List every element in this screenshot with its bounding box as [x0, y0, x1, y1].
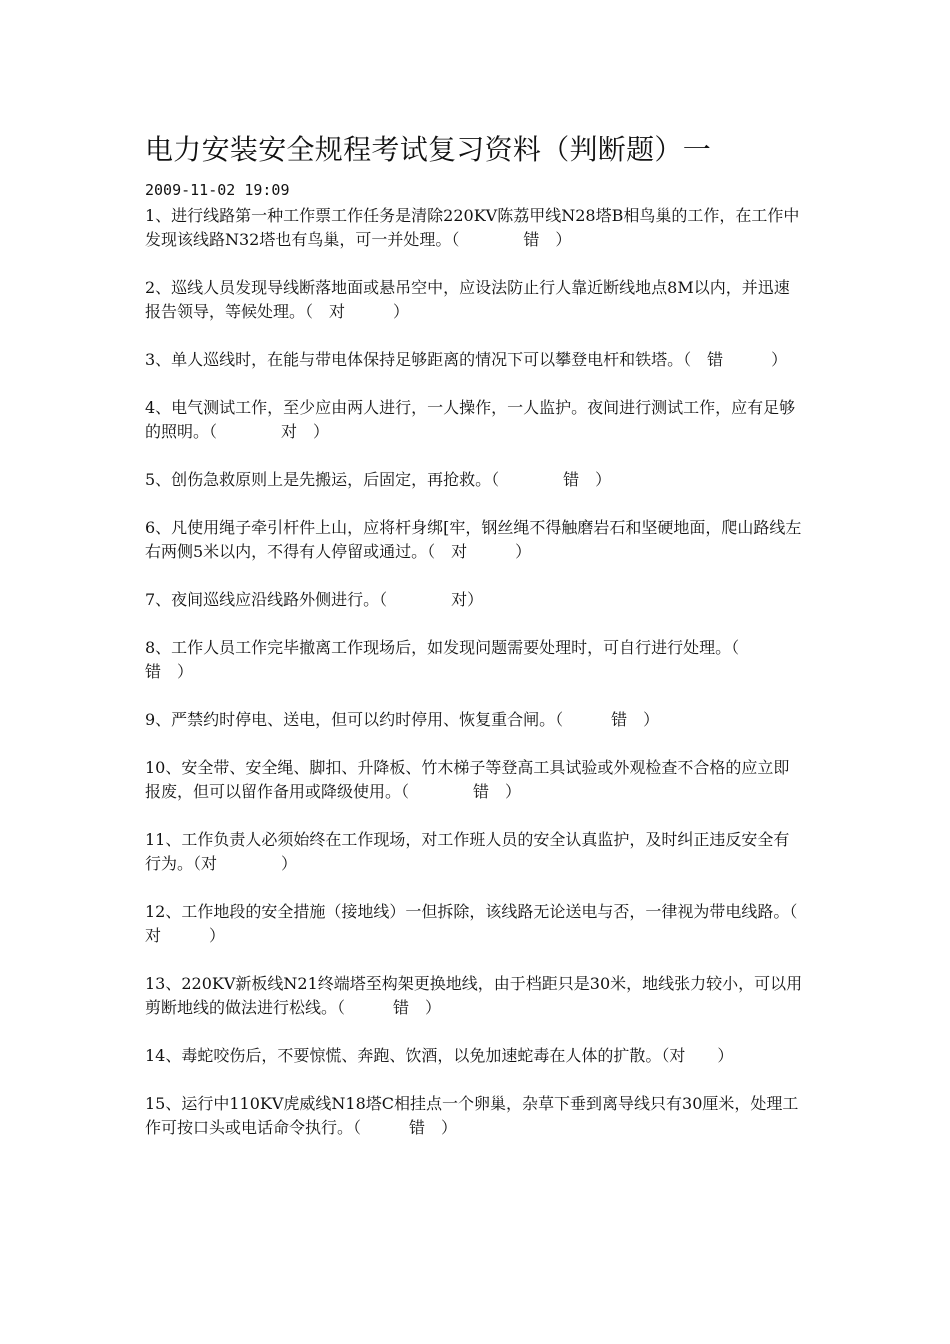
question-item: 8、工作人员工作完毕撤离工作现场后，如发现问题需要处理时，可自行进行处理。（ 错 ）: [145, 638, 788, 681]
question-item: 15、运行中110KV虎威线N18塔C相挂点一个卵巢，杂草下垂到离导线只有30厘米，处理工作可按口头或电话命令执行。（ 错 ）: [145, 1094, 799, 1137]
question-item: 7、夜间巡线应沿线路外侧进行。（ 对）: [145, 590, 484, 609]
question-item: 4、电气测试工作，至少应由两人进行，一人操作，一人监护。夜间进行测试工作，应有足够的照明。（ 对 ）: [145, 398, 796, 441]
question-item: 6、凡使用绳子牵引杆件上山，应将杆身绑[牢，钢丝绳不得触磨岩石和坚硬地面，爬山路线左右两侧5米以内，不得有人停留或通过。（ 对 ）: [145, 518, 802, 561]
question-item: 9、严禁约时停电、送电，但可以约时停用、恢复重合闸。（ 错 ）: [145, 710, 660, 729]
document-title: 电力安装安全规程考试复习资料（判断题）一: [145, 133, 712, 166]
question-item: 12、工作地段的安全措施（接地线）一但拆除，该线路无论送电与否，一律视为带电线路。（ 对 ）: [145, 902, 814, 945]
question-item: 10、安全带、安全绳、脚扣、升降板、竹木梯子等登高工具试验或外观检查不合格的应立即报废，但可以留作备用或降级使用。（ 错 ）: [145, 758, 790, 801]
question-item: 3、单人巡线时，在能与带电体保持足够距离的情况下可以攀登电杆和铁塔。（ 错 ）: [145, 350, 788, 369]
question-item: 2、巡线人员发现导线断落地面或悬吊空中，应设法防止行人靠近断线地点8M以内，并迅速报告领导，等候处理。（ 对 ）: [145, 278, 790, 321]
document-content: [145, 130, 814, 1164]
publish-date: 2009-11-02 19:09: [145, 181, 290, 199]
question-item: 13、220KV新板线N21终端塔至构架更换地线，由于档距只是30米，地线张力较小，可以用剪断地线的做法进行松线。（ 错 ）: [145, 974, 803, 1017]
question-item: 11、工作负责人必须始终在工作现场，对工作班人员的安全认真监护，及时纠正违反安全有行为。（对 ）: [145, 830, 790, 873]
question-item: 1、进行线路第一种工作票工作任务是清除220KV陈荔甲线N28塔B相鸟巢的工作，在工作中发现该线路N32塔也有鸟巢，可一并处理。（ 错 ）: [145, 206, 800, 249]
question-item: 5、创伤急救原则上是先搬运，后固定，再抢救。（ 错 ）: [145, 470, 612, 489]
question-item: 14、毒蛇咬伤后，不要惊慌、奔跑、饮酒，以免加速蛇毒在人体的扩散。（对 ）: [145, 1046, 734, 1065]
